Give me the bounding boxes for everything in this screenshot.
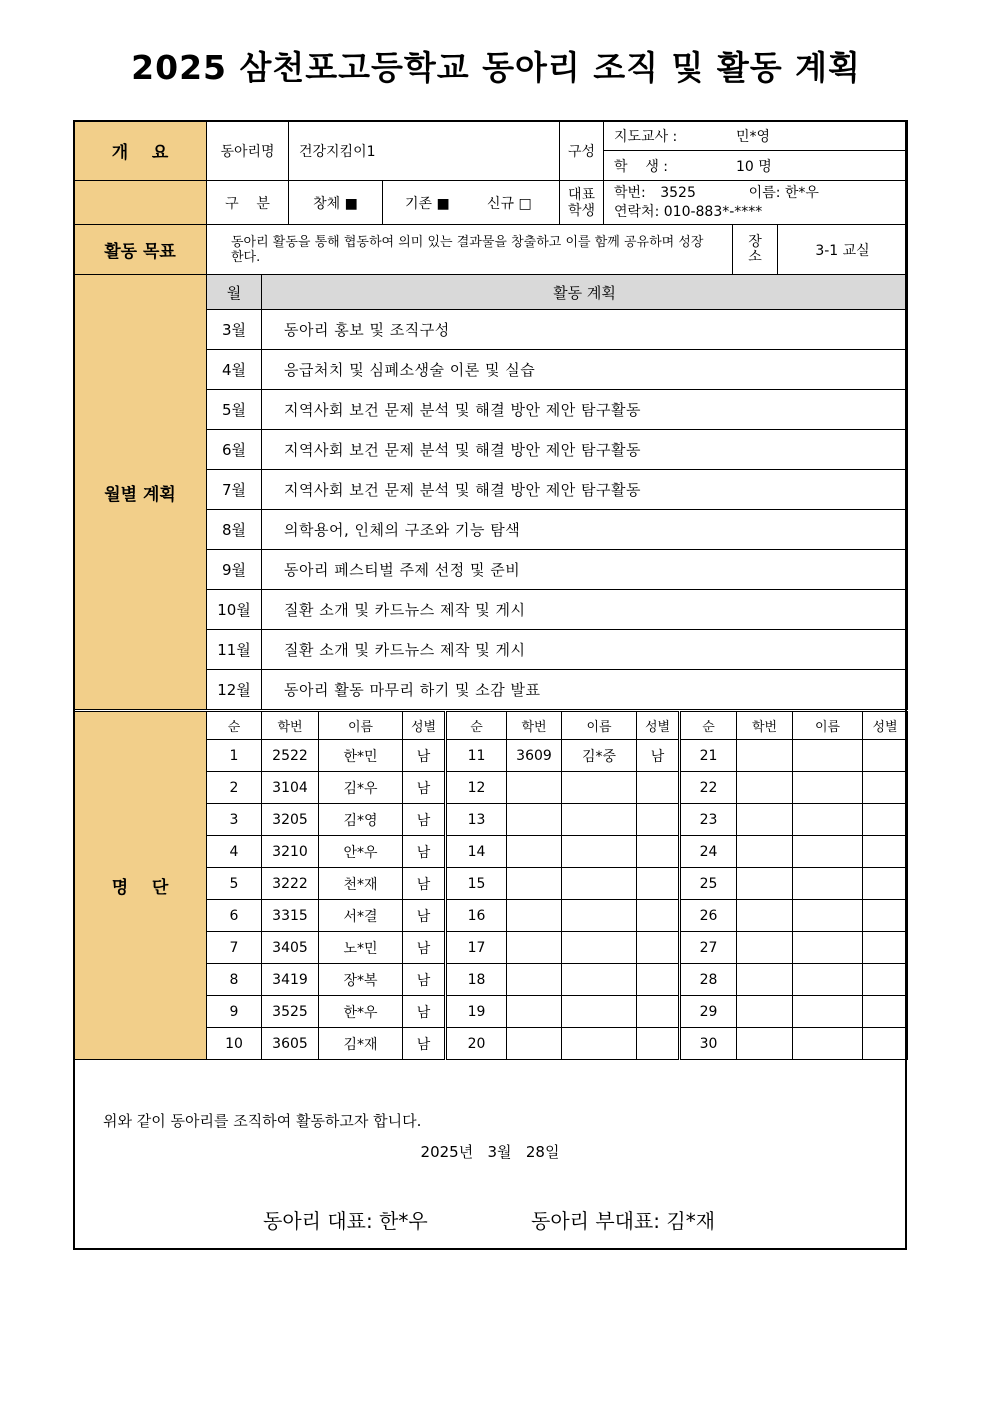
plan-cell: 지역사회 보건 문제 분석 및 해결 방안 제안 탐구활동 (262, 470, 908, 510)
roster-cell-id: 2522 (262, 740, 319, 772)
roster-header-cell: 이름 (562, 712, 637, 740)
roster-cell-name: 김*중 (562, 740, 637, 772)
roster-cell-sex: 남 (637, 740, 680, 772)
roster-cell-sex: 남 (403, 964, 446, 996)
roster-cell-no: 21 (680, 740, 737, 772)
month-cell: 9월 (207, 550, 262, 590)
goal-text: 동아리 활동을 통해 협동하여 의미 있는 결과물을 창출하고 이를 함께 공유하며 성장한다. (207, 225, 733, 275)
roster-cell-no: 8 (207, 964, 262, 996)
month-cell: 12월 (207, 670, 262, 710)
roster-section-label: 명 단 (74, 712, 207, 1060)
category-label: 구 분 (207, 181, 289, 225)
roster-cell-name: 한*민 (319, 740, 403, 772)
roster-cell-no: 29 (680, 996, 737, 1028)
roster-cell-sex: 남 (403, 900, 446, 932)
place-value: 3-1 교실 (778, 225, 908, 275)
roster-cell-id: 3605 (262, 1028, 319, 1060)
roster-cell-sex: 남 (403, 932, 446, 964)
advisor-value: 민*영 (736, 128, 771, 145)
roster-header-cell: 순 (207, 712, 262, 740)
roster-cell-name: 노*민 (319, 932, 403, 964)
roster-cell-sex: 남 (403, 772, 446, 804)
rep-id: 3525 (660, 184, 696, 201)
club-name-label: 동아리명 (207, 121, 289, 181)
roster-cell-no: 12 (446, 772, 507, 804)
roster-cell-no: 24 (680, 836, 737, 868)
month-cell: 4월 (207, 350, 262, 390)
plan-cell: 동아리 홍보 및 조직구성 (262, 310, 908, 350)
roster-cell-no: 30 (680, 1028, 737, 1060)
monthly-section-label: 월별 계획 (74, 275, 207, 710)
overview-section-label: 개 요 (74, 121, 207, 181)
composition-label: 구성 (560, 121, 604, 181)
roster-cell-no: 9 (207, 996, 262, 1028)
category-existing: 기존 ■ (405, 195, 450, 212)
month-cell: 5월 (207, 390, 262, 430)
roster-cell-id: 3525 (262, 996, 319, 1028)
roster-cell-id: 3104 (262, 772, 319, 804)
roster-cell-no: 6 (207, 900, 262, 932)
roster-cell-no: 11 (446, 740, 507, 772)
roster-cell-name: 서*결 (319, 900, 403, 932)
roster-cell-sex: 남 (403, 868, 446, 900)
roster-cell-name: 한*우 (319, 996, 403, 1028)
plan-header: 활동 계획 (262, 275, 908, 310)
roster-cell-no: 5 (207, 868, 262, 900)
vice-leader-signature: 동아리 부대표: 김*재 (531, 1209, 716, 1233)
roster-header-cell: 학번 (262, 712, 319, 740)
roster-cell-name: 김*재 (319, 1028, 403, 1060)
roster-cell-no: 1 (207, 740, 262, 772)
roster-cell-no: 20 (446, 1028, 507, 1060)
roster-header-cell: 순 (446, 712, 507, 740)
roster-cell-id: 3405 (262, 932, 319, 964)
roster-cell-no: 23 (680, 804, 737, 836)
roster-cell-no: 27 (680, 932, 737, 964)
roster-header-cell: 학번 (507, 712, 562, 740)
leader-signature: 동아리 대표: 한*우 (263, 1209, 428, 1233)
roster-cell-no: 4 (207, 836, 262, 868)
roster-cell-no: 28 (680, 964, 737, 996)
roster-cell-no: 2 (207, 772, 262, 804)
rep-contact: 010-883*-**** (663, 203, 763, 220)
roster-cell-id: 3205 (262, 804, 319, 836)
month-cell: 7월 (207, 470, 262, 510)
roster-header-cell: 성별 (637, 712, 680, 740)
students-label: 학 생 : (614, 158, 669, 175)
roster-cell-no: 3 (207, 804, 262, 836)
roster-cell-sex: 남 (403, 996, 446, 1028)
advisor-label: 지도교사 : (614, 128, 678, 145)
roster-cell-no: 26 (680, 900, 737, 932)
rep-label: 대표 학생 (560, 181, 604, 225)
month-cell: 11월 (207, 630, 262, 670)
club-name-value: 건강지킴이1 (289, 121, 560, 181)
roster-cell-no: 14 (446, 836, 507, 868)
roster-cell-name: 장*복 (319, 964, 403, 996)
roster-header-cell: 순 (680, 712, 737, 740)
month-cell: 6월 (207, 430, 262, 470)
footer-statement: 위와 같이 동아리를 조직하여 활동하고자 합니다. (103, 1112, 422, 1130)
plan-cell: 동아리 페스티벌 주제 선정 및 준비 (262, 550, 908, 590)
plan-cell: 질환 소개 및 카드뉴스 제작 및 게시 (262, 630, 908, 670)
plan-cell: 동아리 활동 마무리 하기 및 소감 발표 (262, 670, 908, 710)
document-frame (73, 120, 907, 1250)
roster-cell-no: 18 (446, 964, 507, 996)
roster-cell-no: 17 (446, 932, 507, 964)
roster-header-cell: 학번 (737, 712, 793, 740)
roster-cell-no: 25 (680, 868, 737, 900)
roster-cell-sex: 남 (403, 804, 446, 836)
roster-cell-id: 3222 (262, 868, 319, 900)
goal-section-label: 활동 목표 (74, 225, 207, 275)
month-cell: 8월 (207, 510, 262, 550)
place-label: 장 소 (733, 225, 778, 275)
roster-cell-name: 안*우 (319, 836, 403, 868)
roster-cell-sex: 남 (403, 836, 446, 868)
rep-contact-label: 연락처: (614, 203, 660, 220)
plan-cell: 지역사회 보건 문제 분석 및 해결 방안 제안 탐구활동 (262, 430, 908, 470)
roster-cell-no: 22 (680, 772, 737, 804)
rep-name-label: 이름: (748, 184, 781, 201)
roster-cell-no: 16 (446, 900, 507, 932)
month-cell: 10월 (207, 590, 262, 630)
month-cell: 3월 (207, 310, 262, 350)
roster-cell-no: 10 (207, 1028, 262, 1060)
plan-cell: 지역사회 보건 문제 분석 및 해결 방안 제안 탐구활동 (262, 390, 908, 430)
students-value: 10 명 (736, 158, 772, 175)
roster-cell-id: 3210 (262, 836, 319, 868)
plan-cell: 의학용어, 인체의 구조와 기능 탐색 (262, 510, 908, 550)
roster-cell-id: 3315 (262, 900, 319, 932)
roster-cell-no: 15 (446, 868, 507, 900)
roster-cell-name: 김*영 (319, 804, 403, 836)
plan-cell: 질환 소개 및 카드뉴스 제작 및 게시 (262, 590, 908, 630)
roster-header-cell: 이름 (319, 712, 403, 740)
roster-cell-no: 7 (207, 932, 262, 964)
roster-header-cell: 성별 (403, 712, 446, 740)
plan-cell: 응급처치 및 심폐소생술 이론 및 실습 (262, 350, 908, 390)
roster-header-cell: 성별 (863, 712, 908, 740)
roster-cell-name: 천*재 (319, 868, 403, 900)
roster-cell-id: 3419 (262, 964, 319, 996)
rep-id-label: 학번: (614, 184, 646, 201)
roster-cell-sex: 남 (403, 740, 446, 772)
roster-cell-no: 19 (446, 996, 507, 1028)
footer-date: 2025년 3월 28일 (420, 1143, 560, 1161)
roster-cell-sex: 남 (403, 1028, 446, 1060)
category-new: 신규 □ (487, 195, 532, 212)
rep-name: 한*우 (784, 184, 819, 201)
roster-cell-id: 3609 (507, 740, 562, 772)
month-header: 월 (207, 275, 262, 310)
page-title: 2025 삼천포고등학교 동아리 조직 및 활동 계획 (131, 48, 861, 87)
roster-cell-no: 13 (446, 804, 507, 836)
category-autonomous: 창체 ■ (289, 181, 383, 225)
roster-cell-name: 김*우 (319, 772, 403, 804)
roster-header-cell: 이름 (793, 712, 863, 740)
